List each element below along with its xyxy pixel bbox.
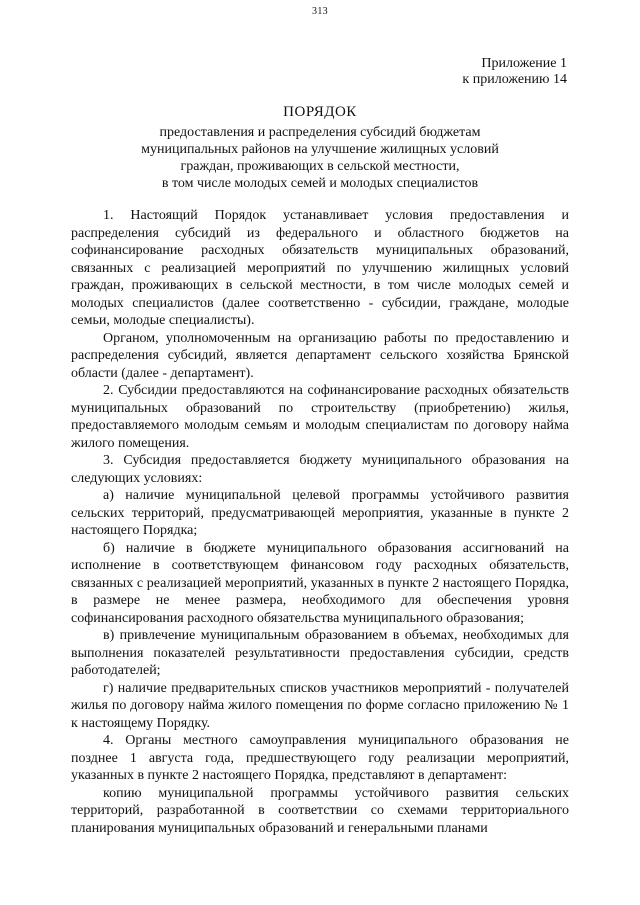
document-title: ПОРЯДОК: [283, 104, 357, 120]
paragraph-3b: б) наличие в бюджете муниципального образования ассигнований на исполнение в соответствующем финансовом году расходных обязательств, связанных с реализацией мероприятий, указанных в пункте 2 настоящего Порядка, в размере не менее размера, необходимого для обеспечения уровня софинансирования расходного обязательства муниципального образования;: [71, 540, 569, 626]
appendix-line-1: Приложение 1: [481, 56, 567, 71]
appendix-line-2: к приложению 14: [462, 72, 567, 87]
paragraph-3d: г) наличие предварительных списков участников мероприятий - получателей жилья по договору найма жилого помещения по форме согласно приложению № 1 к настоящему Порядку.: [71, 680, 569, 731]
paragraph-3c: в) привлечение муниципальным образованием в объемах, необходимых для выполнения показателей результативности предоставления субсидии, средств работодателей;: [71, 628, 569, 678]
document-body: [71, 207, 569, 837]
appendix-reference: [462, 56, 567, 88]
paragraph-authority: Органом, уполномоченным на организацию работы по предоставлению и распределения субсидий, является департамент сельского хозяйства Брянской области (далее - департамент).: [71, 330, 569, 381]
title-subline: предоставления и распределения субсидий бюджетам: [159, 125, 481, 140]
page-number: 313: [312, 6, 328, 17]
paragraph-1: 1. Настоящий Порядок устанавливает условия предоставления и распределения субсидий из федерального и областного бюджетов на софинансирование расходных обязательств муниципальных образований, связанных с реализацией мероприятий по улучшению жилищных условий граждан, проживающих в сельской местности, в том числе молодых семей и молодых специалистов (далее соответственно - субсидии, граждане, молодые семьи, молодые специалисты).: [71, 208, 569, 328]
title-subline: муниципальных районов на улучшение жилищных условий: [141, 142, 499, 157]
paragraph-2: 2. Субсидии предоставляются на софинансирование расходных обязательств муниципальных образований по строительству (приобретению) жилья, предоставляемого молодым семьям и молодым специалистам по договору найма жилого помещения.: [71, 383, 569, 451]
title-subline: в том числе молодых семей и молодых специалистов: [161, 176, 479, 191]
paragraph-4-item: копию муниципальной программы устойчивого развития сельских территорий, разработанной в соответствии со схемами территориального планирования муниципальных образований и генеральными планами: [71, 785, 569, 836]
paragraph-4: 4. Органы местного самоуправления муниципального образования не позднее 1 августа года, предшествующего году реализации мероприятий, указанных в пункте 2 настоящего Порядка, представляют в департамент:: [71, 733, 569, 783]
paragraph-3a: а) наличие муниципальной целевой программы устойчивого развития сельских территорий, предусматривающей мероприятия, указанные в пункте 2 настоящего Порядка;: [71, 488, 569, 538]
document-title-block: [0, 104, 640, 192]
paragraph-3: 3. Субсидия предоставляется бюджету муниципального образования на следующих условиях:: [71, 453, 569, 486]
title-subline: граждан, проживающих в сельской местности,: [180, 159, 460, 174]
